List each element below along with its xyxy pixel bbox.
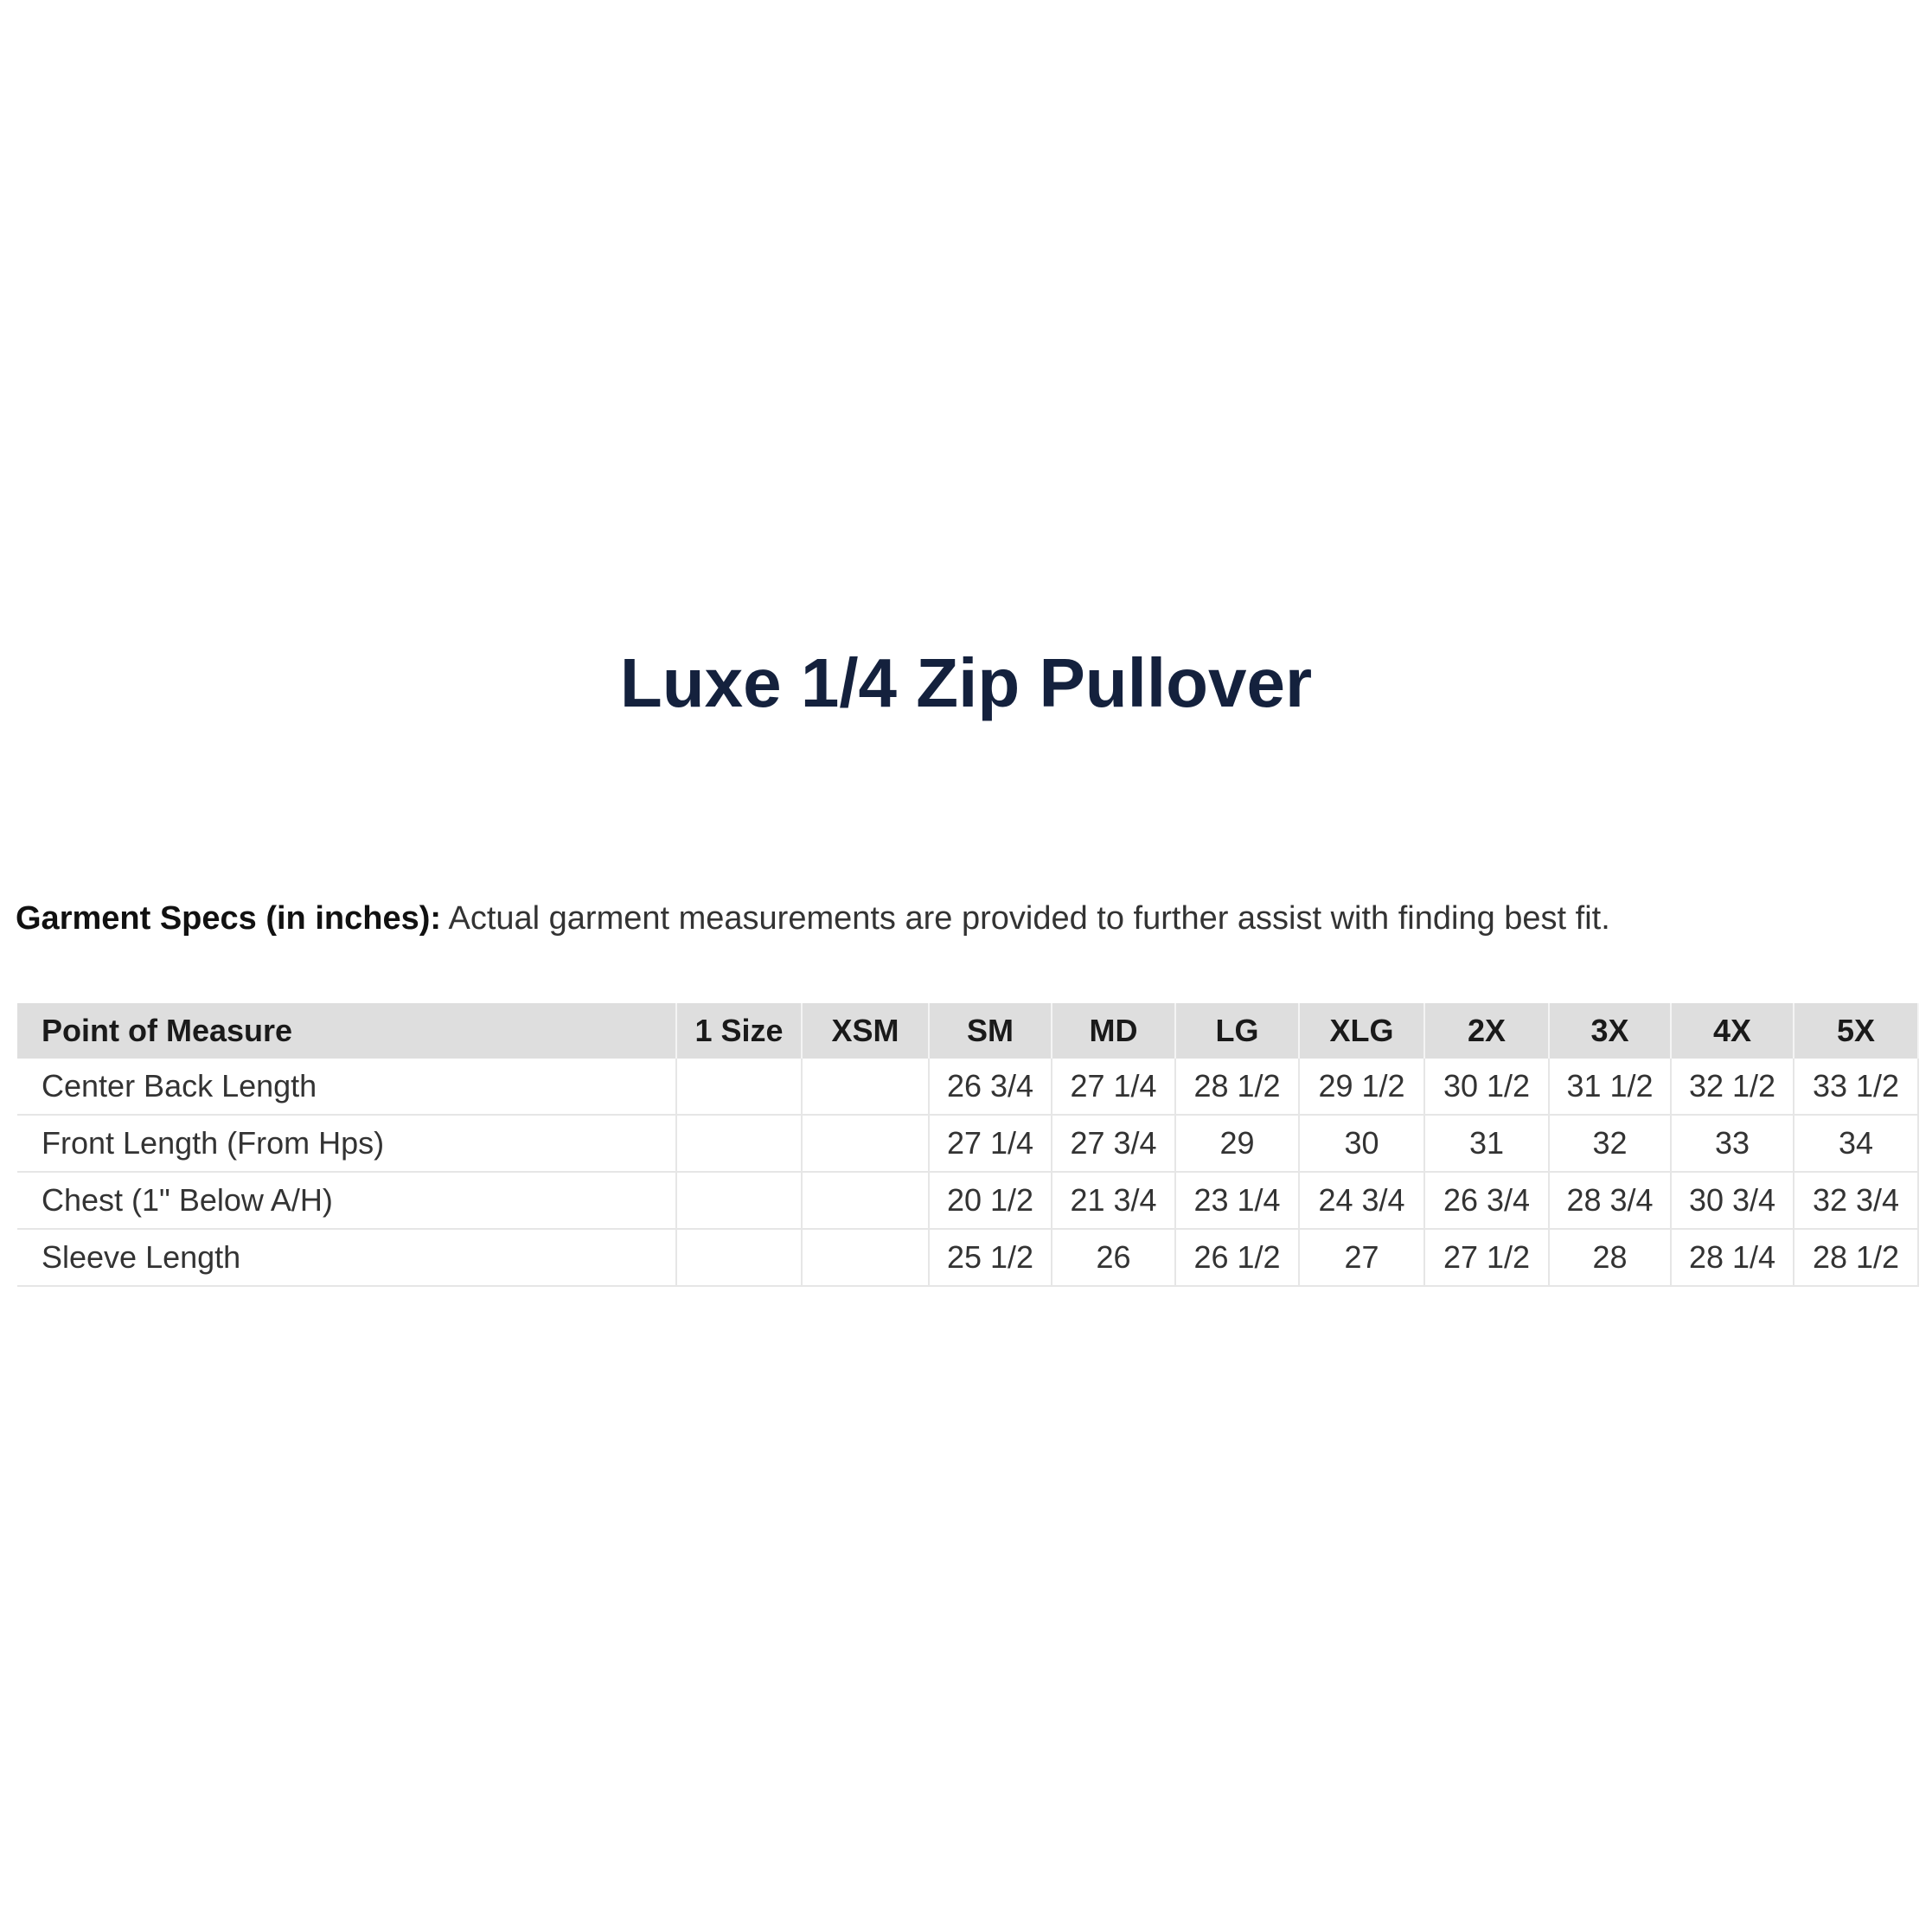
size-spec-table bbox=[17, 1003, 1919, 1287]
table-cell: 32 3/4 bbox=[1794, 1172, 1918, 1229]
table-row bbox=[17, 1172, 1918, 1229]
table-cell bbox=[676, 1059, 802, 1115]
table-cell: 28 3/4 bbox=[1549, 1172, 1671, 1229]
table-cell: 26 3/4 bbox=[1424, 1172, 1549, 1229]
table-cell bbox=[676, 1229, 802, 1286]
table-cell: 30 1/2 bbox=[1424, 1059, 1549, 1115]
table-cell: 27 1/4 bbox=[1052, 1059, 1175, 1115]
table-cell bbox=[802, 1229, 929, 1286]
table-cell: 26 3/4 bbox=[929, 1059, 1052, 1115]
column-header: LG bbox=[1175, 1003, 1299, 1059]
table-cell: 30 3/4 bbox=[1671, 1172, 1794, 1229]
table-cell: 33 1/2 bbox=[1794, 1059, 1918, 1115]
table-cell: 28 1/2 bbox=[1175, 1059, 1299, 1115]
table-cell: 28 1/2 bbox=[1794, 1229, 1918, 1286]
column-header: Point of Measure bbox=[17, 1003, 676, 1059]
table-cell: 25 1/2 bbox=[929, 1229, 1052, 1286]
table-cell: 28 1/4 bbox=[1671, 1229, 1794, 1286]
table-cell: 30 bbox=[1299, 1115, 1424, 1172]
measure-name-cell: Chest (1" Below A/H) bbox=[17, 1172, 676, 1229]
table-cell: 28 bbox=[1549, 1229, 1671, 1286]
column-header: XLG bbox=[1299, 1003, 1424, 1059]
table-cell bbox=[802, 1059, 929, 1115]
table-row bbox=[17, 1115, 1918, 1172]
column-header: SM bbox=[929, 1003, 1052, 1059]
table-cell: 21 3/4 bbox=[1052, 1172, 1175, 1229]
table-header-row bbox=[17, 1003, 1918, 1059]
table-cell: 26 1/2 bbox=[1175, 1229, 1299, 1286]
column-header: MD bbox=[1052, 1003, 1175, 1059]
table-cell: 34 bbox=[1794, 1115, 1918, 1172]
column-header: 2X bbox=[1424, 1003, 1549, 1059]
table-cell: 20 1/2 bbox=[929, 1172, 1052, 1229]
table-cell: 31 bbox=[1424, 1115, 1549, 1172]
column-header: 5X bbox=[1794, 1003, 1918, 1059]
column-header: 1 Size bbox=[676, 1003, 802, 1059]
table-cell bbox=[802, 1172, 929, 1229]
table-cell: 23 1/4 bbox=[1175, 1172, 1299, 1229]
table-cell: 29 bbox=[1175, 1115, 1299, 1172]
table-cell: 27 bbox=[1299, 1229, 1424, 1286]
table-cell bbox=[676, 1115, 802, 1172]
table-row bbox=[17, 1059, 1918, 1115]
table-cell: 33 bbox=[1671, 1115, 1794, 1172]
column-header: 3X bbox=[1549, 1003, 1671, 1059]
table-cell bbox=[676, 1172, 802, 1229]
table-cell: 31 1/2 bbox=[1549, 1059, 1671, 1115]
measure-name-cell: Sleeve Length bbox=[17, 1229, 676, 1286]
table-cell: 24 3/4 bbox=[1299, 1172, 1424, 1229]
table-row bbox=[17, 1229, 1918, 1286]
column-header: 4X bbox=[1671, 1003, 1794, 1059]
table-cell bbox=[802, 1115, 929, 1172]
table-cell: 27 3/4 bbox=[1052, 1115, 1175, 1172]
garment-specs-label: Garment Specs (in inches): bbox=[16, 900, 442, 937]
garment-specs-description: Actual garment measurements are provided to further assist with finding best fit. bbox=[441, 900, 1610, 937]
garment-specs-note bbox=[16, 896, 1610, 941]
column-header: XSM bbox=[802, 1003, 929, 1059]
measure-name-cell: Front Length (From Hps) bbox=[17, 1115, 676, 1172]
table-cell: 32 bbox=[1549, 1115, 1671, 1172]
table-cell: 27 1/4 bbox=[929, 1115, 1052, 1172]
page-title: Luxe 1/4 Zip Pullover bbox=[619, 644, 1313, 721]
measure-name-cell: Center Back Length bbox=[17, 1059, 676, 1115]
table-cell: 29 1/2 bbox=[1299, 1059, 1424, 1115]
table-cell: 26 bbox=[1052, 1229, 1175, 1286]
table-cell: 27 1/2 bbox=[1424, 1229, 1549, 1286]
table-cell: 32 1/2 bbox=[1671, 1059, 1794, 1115]
